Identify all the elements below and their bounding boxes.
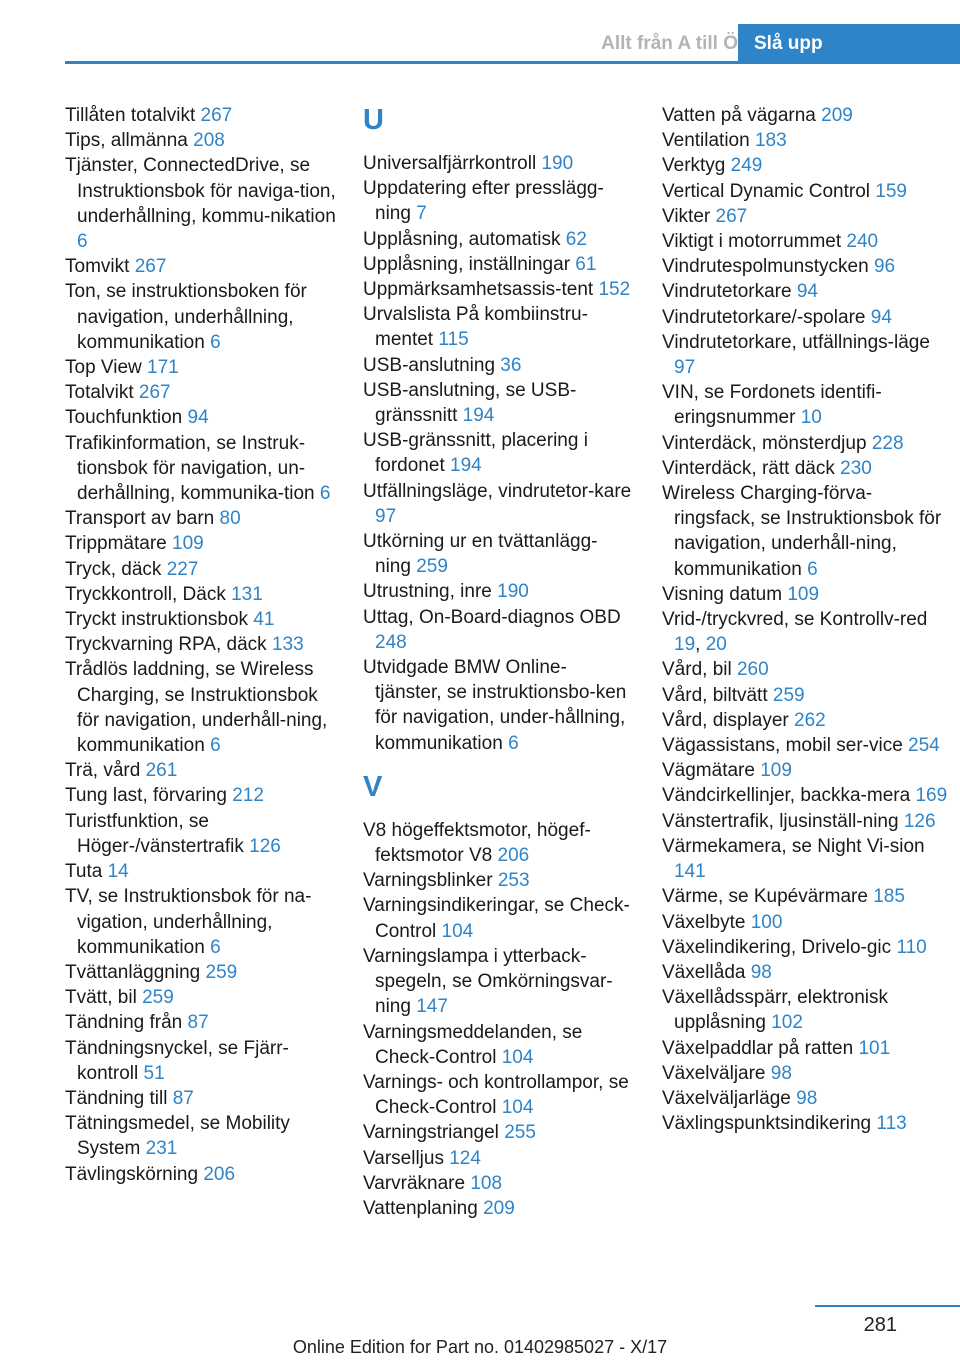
index-entry-text: Viktigt i motorrummet [662, 231, 847, 253]
index-entry-text: Totalvikt [65, 382, 139, 404]
index-entry [65, 153, 340, 254]
index-entry [363, 252, 633, 277]
index-entry-text: Vård, bil [662, 659, 737, 681]
index-entry-text: Vindrutetorkare, utfällnings‐läge [662, 331, 930, 353]
index-entry [363, 868, 633, 893]
index-entry [363, 1146, 633, 1171]
page-reference-link[interactable]: 51 [143, 1062, 165, 1084]
index-entry-text: Wireless Charging-förva‐ringsfack, se Instruktionsbok för navigation, underhåll‐ning, kommunikation [662, 483, 942, 580]
index-entry [662, 758, 952, 783]
index-entry-text: Tvättanläggning [65, 961, 206, 983]
index-entry [65, 1162, 340, 1187]
page-reference-link[interactable]: 104 [501, 1046, 534, 1068]
index-entry [65, 1111, 340, 1161]
page-reference-link[interactable]: 147 [416, 996, 448, 1018]
index-entry-text: Växelindikering, Drivelo‐gic [662, 936, 897, 958]
index-entry [363, 227, 633, 252]
index-entry [65, 859, 340, 884]
page-reference-link[interactable]: 206 [497, 845, 530, 867]
index-entry-text: Vindrutespolmunstycken [662, 256, 874, 278]
index-entry-text: Växlingspunktsindikering [662, 1113, 877, 1135]
index-entry-text: Tips, allmänna [65, 130, 194, 152]
index-entry-text: Trafikinformation, se Instruk‐tionsbok för navigation, un‐derhållning, kommunika‐tion [65, 432, 320, 505]
index-entry-text: Tändning till [65, 1087, 173, 1109]
index-entry [363, 428, 633, 478]
page-reference-link[interactable]: 104 [441, 920, 474, 942]
page-reference-link[interactable]: 209 [821, 105, 853, 126]
page-reference-link[interactable]: 19 [674, 634, 696, 656]
index-entry-text: Utkörning ur en tvättanlägg‐ning [363, 531, 598, 578]
index-entry [363, 529, 633, 579]
page-reference-link[interactable]: 255 [504, 1122, 536, 1144]
page-reference-link[interactable]: 131 [231, 583, 263, 605]
index-entry [662, 279, 952, 304]
page-reference-link[interactable]: 98 [750, 961, 772, 983]
page-reference-link[interactable]: 109 [760, 760, 792, 782]
index-entry-text: Växelpaddlar på ratten [662, 1037, 859, 1059]
page-reference-link[interactable]: 190 [541, 153, 574, 174]
index-entry-text: Vindrutetorkare/-spolare [662, 306, 871, 328]
index-entry [662, 733, 952, 758]
index-entry-text: Trippmätare [65, 533, 172, 555]
index-entry-text: Utrustning, inre [363, 581, 498, 603]
index-entry [363, 944, 633, 1020]
page-reference-link[interactable]: 133 [271, 634, 304, 656]
page-reference-link[interactable]: 62 [565, 228, 587, 250]
index-entry-text: Tävlingskörning [65, 1163, 204, 1185]
index-entry-text: Tändning från [65, 1012, 188, 1034]
index-entry-text: Tryckvarning RPA, däck [65, 634, 272, 656]
index-entry [662, 305, 952, 330]
index-entry [363, 277, 633, 302]
page-reference-link[interactable]: 254 [908, 735, 940, 757]
index-entry [662, 809, 952, 834]
index-entry [65, 506, 340, 531]
index-entry [65, 380, 340, 405]
index-entry-text: Tung last, förvaring [65, 785, 233, 807]
page-reference-link[interactable]: 98 [796, 1087, 818, 1109]
index-entry-text: Tändningsnyckel, se Fjärr‐kontroll [65, 1037, 289, 1084]
page-reference-link[interactable]: 110 [896, 936, 927, 958]
page-reference-link[interactable]: 209 [483, 1197, 515, 1219]
page-number: 281 [863, 1314, 897, 1336]
index-letter-heading: V [363, 770, 383, 803]
index-entry-text: Varnings- och kontrollampor, se Check-Control [363, 1071, 629, 1119]
index-entry [662, 179, 952, 204]
index-entry [363, 479, 633, 529]
index-letter-heading: U [363, 104, 384, 136]
index-entry-text: Vinterdäck, mönsterdjup [662, 432, 872, 454]
index-entry-text: Växelbyte [662, 911, 751, 933]
index-column-1 [65, 103, 340, 1187]
page-reference-link[interactable]: 267 [715, 205, 748, 227]
index-entry-text: Varningsmeddelanden, se Check-Control [363, 1021, 583, 1068]
index-entry-text: Tuta [65, 861, 108, 883]
index-entry [65, 607, 340, 632]
index-entry [65, 128, 340, 153]
index-entry-text: USB-gränssnitt, placering i fordonet [363, 430, 588, 477]
index-entry [662, 153, 952, 178]
index-entry-text: Universalfjärrkontroll [363, 153, 542, 174]
index-entry-text: Upplåsning, automatisk [363, 228, 566, 250]
index-entry-text: V8 högeffektsmotor, högef‐fektsmotor V8 [363, 819, 591, 867]
index-column-2 [363, 103, 633, 1221]
page-reference-link[interactable]: 101 [858, 1037, 891, 1059]
index-entry-text: Utvidgade BMW Online-tjänster, se instruktionsbo‐ken för navigation, under‐hållning, kommunikation [363, 657, 627, 754]
page-reference-link[interactable]: 194 [462, 405, 495, 427]
index-entry-text: Tillåten totalvikt [65, 105, 201, 126]
page-reference-link[interactable]: 109 [787, 583, 820, 605]
index-entry [65, 254, 340, 279]
index-entry [363, 818, 633, 868]
page-reference-link[interactable]: 98 [770, 1062, 792, 1084]
index-entry-text: Vänstertrafik, ljusinställ‐ning [662, 810, 904, 832]
index-entry [662, 128, 952, 153]
index-entry [662, 834, 952, 884]
index-entry [65, 103, 340, 128]
page-reference-link[interactable]: 248 [375, 631, 407, 653]
index-entry [662, 481, 952, 582]
index-entry [65, 985, 340, 1010]
page-reference-link[interactable]: 227 [166, 558, 199, 580]
index-entry-text: Vattenplaning [363, 1197, 484, 1219]
index-entry-text: Växellådsspärr, elektronisk upplåsning [662, 987, 888, 1034]
index-entry-text: Vatten på vägarna [662, 105, 822, 126]
index-entry [662, 683, 952, 708]
page-reference-link[interactable]: 141 [674, 861, 706, 883]
page-reference-link[interactable]: 206 [203, 1163, 236, 1185]
index-entry [662, 657, 952, 682]
page-reference-link[interactable]: 230 [840, 457, 872, 479]
index-entry [662, 960, 952, 985]
index-entry-text: Vinterdäck, rätt däck [662, 457, 841, 479]
page-reference-link[interactable]: 253 [497, 870, 530, 892]
index-entry [662, 1111, 952, 1136]
page-reference-link[interactable]: 194 [450, 455, 482, 477]
index-entry-text: Ton, se instruktionsboken för navigation, underhållning, kommunikation [65, 281, 307, 353]
index-entry [363, 1070, 633, 1120]
page-reference-link[interactable]: 20 [705, 634, 727, 656]
page-reference-link[interactable]: 212 [232, 785, 264, 807]
footer-rule [815, 1305, 960, 1307]
page-reference-link[interactable]: 260 [736, 659, 769, 681]
index-entry [65, 1010, 340, 1035]
index-entry [65, 783, 340, 808]
index-entry [65, 355, 340, 380]
page-reference-link[interactable]: 36 [500, 354, 522, 376]
index-entry [662, 783, 952, 808]
index-entry-text: Urvalslista På kombiinstru‐mentet [363, 304, 588, 351]
index-entry [662, 708, 952, 733]
index-entry-text: Uttag, On-Board-diagnos OBD [363, 606, 621, 628]
index-entry [65, 531, 340, 556]
index-entry [65, 758, 340, 783]
index-entry [363, 1020, 633, 1070]
index-entry [65, 405, 340, 430]
index-entry [662, 380, 952, 430]
index-entry [65, 279, 340, 355]
index-entry [363, 378, 633, 428]
page-reference-link[interactable]: 94 [796, 281, 818, 303]
page-reference-link[interactable]: 262 [794, 709, 826, 731]
index-entry [363, 353, 633, 378]
page-reference-link[interactable]: 10 [800, 407, 822, 429]
page-reference-link[interactable]: 259 [772, 684, 805, 706]
page-reference-link[interactable]: 228 [871, 432, 904, 454]
index-entry-text: Uppdatering efter presslägg‐ning [363, 178, 604, 225]
page-reference-link[interactable]: 100 [750, 911, 783, 933]
page-reference-link[interactable]: 259 [416, 556, 448, 578]
page-reference-link[interactable]: 6 [77, 231, 88, 253]
index-entry-text: Visning datum [662, 583, 788, 605]
page-reference-link[interactable]: 261 [145, 760, 178, 782]
index-entry-text: Vertical Dynamic Control [662, 180, 876, 202]
index-entry-text: Turistfunktion, se Höger-/vänstertrafik [65, 810, 250, 857]
page-header [0, 24, 960, 62]
page-reference-link[interactable]: 115 [438, 329, 469, 351]
page-reference-link[interactable]: 61 [575, 253, 597, 275]
index-entry [363, 893, 633, 943]
page-reference-link[interactable]: 6 [319, 483, 331, 505]
index-entry-text: Värmekamera, se Night Vi‐sion [662, 835, 925, 857]
index-entry [65, 960, 340, 985]
index-entry [65, 557, 340, 582]
index-entry-text: Vägassistans, mobil ser‐vice [662, 735, 909, 757]
page-reference-link[interactable]: 249 [730, 155, 763, 177]
page-reference-link[interactable]: 267 [200, 105, 233, 126]
index-entry-text: Varningstriangel [363, 1122, 505, 1144]
page-reference-link[interactable]: 6 [210, 331, 221, 353]
index-entry-text: Växelväljarläge [662, 1087, 797, 1109]
index-entry-text: Transport av barn [65, 508, 220, 530]
index-entry-text: Touchfunktion [65, 407, 188, 429]
index-entry-text: Värme, se Kupévärmare [662, 886, 874, 908]
index-entry-text: USB-anslutning, se USB-gränssnitt [363, 379, 577, 427]
page-reference-link[interactable]: 190 [497, 581, 529, 603]
page-reference-link[interactable]: 97 [375, 505, 397, 527]
page-reference-link[interactable]: 124 [449, 1147, 481, 1169]
index-entry [65, 431, 340, 507]
index-entry [363, 151, 633, 176]
page-reference-link[interactable]: 87 [172, 1087, 194, 1109]
index-entry-text: Vindrutetorkare [662, 281, 797, 303]
index-entry [363, 1120, 633, 1145]
index-entry [363, 579, 633, 604]
index-entry [662, 456, 952, 481]
page-reference-link[interactable]: 104 [501, 1097, 534, 1119]
index-entry [662, 607, 952, 657]
index-entry [662, 910, 952, 935]
index-entry-text: Varvräknare [363, 1172, 471, 1194]
index-entry [662, 229, 952, 254]
page-reference-link[interactable]: 231 [145, 1138, 178, 1160]
index-entry [662, 884, 952, 909]
index-entry-text: Trä, vård [65, 760, 146, 782]
page-reference-link[interactable]: 96 [873, 256, 896, 278]
index-entry [662, 254, 952, 279]
page-reference-link[interactable]: 109 [172, 533, 204, 555]
index-entry [662, 935, 952, 960]
index-entry-text: Tjänster, ConnectedDrive, se Instruktionsbok för naviga‐tion, underhållning, kommu‐nikation [65, 155, 336, 227]
index-entry [65, 809, 340, 859]
page-reference-link[interactable]: 185 [873, 886, 905, 908]
page-reference-link[interactable]: 6 [508, 732, 519, 754]
page-reference-link[interactable]: 267 [138, 382, 171, 404]
page-reference-link[interactable]: 208 [193, 130, 225, 152]
edition-footer: Online Edition for Part no. 01402985027 - X/17 [292, 1337, 668, 1357]
index-entry-text: Uppmärksamhetsassis‐tent [363, 279, 599, 301]
index-entry-text: USB-anslutning [363, 354, 501, 376]
index-entry-text: Tryckt instruktionsbok [65, 609, 254, 631]
index-entry-text: Ventilation [662, 130, 755, 152]
index-entry [363, 302, 633, 352]
index-entry [65, 657, 340, 758]
index-entry [662, 103, 952, 128]
index-entry-text: Tryckkontroll, Däck [65, 583, 232, 605]
page-reference-link[interactable]: 80 [219, 508, 241, 530]
index-entry-text: Vägmätare [662, 760, 761, 782]
tab-look-up[interactable]: Slå upp [738, 24, 960, 64]
index-entry-text: Vård, biltvätt [662, 684, 773, 706]
index-entry [363, 176, 633, 226]
index-entry [662, 1061, 952, 1086]
index-entry-text: Tvätt, bil [65, 987, 143, 1009]
index-entry [65, 1086, 340, 1111]
page-reference-link[interactable]: 102 [771, 1012, 803, 1034]
index-entry-text: Varningsblinker [363, 870, 498, 892]
page-reference-link[interactable]: 6 [210, 735, 221, 757]
index-columns [0, 103, 960, 1283]
page-reference-link[interactable]: 259 [142, 987, 174, 1009]
index-entry-text: Tomvikt [65, 256, 135, 278]
index-entry [662, 1086, 952, 1111]
index-entry [363, 655, 633, 756]
index-entry [363, 605, 633, 655]
index-entry [65, 1036, 340, 1086]
index-entry [662, 985, 952, 1035]
page-separator: , [695, 634, 706, 656]
index-entry-text: Vård, displayer [662, 709, 795, 731]
index-entry [662, 1036, 952, 1061]
index-entry-text: Vändcirkellinjer, backka‐mera [662, 785, 916, 807]
index-entry [65, 884, 340, 960]
page-reference-link[interactable]: 267 [134, 256, 167, 278]
index-entry-text: Trådlös laddning, se Wireless Charging, se Instruktionsbok för navigation, underhåll‐ning, kommunikation [65, 659, 328, 757]
page-reference-link[interactable]: 41 [253, 609, 275, 631]
index-entry [662, 582, 952, 607]
index-entry-text: Utfällningsläge, vindrutetor‐kare [363, 480, 632, 502]
page-reference-link[interactable]: 171 [147, 357, 179, 379]
page-reference-link[interactable]: 240 [846, 231, 879, 253]
index-entry-text: VIN, se Fordonets identifi‐eringsnummer [662, 382, 882, 429]
index-entry [363, 1196, 633, 1221]
index-entry-text: TV, se Instruktionsbok för na‐vigation, underhållning, kommunikation [65, 886, 312, 958]
index-entry-text: Top View [65, 357, 148, 379]
index-column-3 [662, 103, 952, 1136]
index-entry-text: Upplåsning, inställningar [363, 253, 576, 275]
page-reference-link[interactable]: 152 [598, 279, 631, 301]
page-reference-link[interactable]: 108 [470, 1172, 503, 1194]
page-reference-link[interactable]: 169 [915, 785, 948, 807]
page-reference-link[interactable]: 87 [187, 1012, 209, 1034]
page-reference-link[interactable]: 14 [107, 861, 129, 883]
index-entry-text: Vrid-/tryckvred, se Kontrollv‐red [662, 609, 928, 631]
page-reference-link[interactable]: 259 [205, 961, 238, 983]
index-entry-text: Varningslampa i ytterback‐spegeln, se Omkörningsvar‐ning [363, 945, 613, 1018]
page-reference-link[interactable]: 94 [187, 407, 209, 429]
page-reference-link[interactable]: 183 [754, 130, 787, 152]
index-entry [65, 632, 340, 657]
index-entry-text: Vikter [662, 205, 716, 227]
index-entry [65, 582, 340, 607]
page-reference-link[interactable]: 159 [875, 180, 907, 202]
page-reference-link[interactable]: 6 [210, 936, 221, 958]
index-entry-text: Tätningsmedel, se Mobility System [65, 1113, 290, 1160]
page-reference-link[interactable]: 97 [674, 357, 696, 379]
index-entry [662, 431, 952, 456]
index-entry-text: Växellåda [662, 961, 751, 983]
index-entry [662, 330, 952, 380]
tab-a-to-z[interactable]: Allt från A till Ö [601, 33, 738, 54]
page-reference-link[interactable]: 94 [870, 306, 892, 328]
page-reference-link[interactable]: 7 [416, 203, 427, 225]
index-entry-text: Tryck, däck [65, 558, 167, 580]
page-reference-link[interactable]: 6 [807, 558, 818, 580]
index-entry-text: Verktyg [662, 155, 731, 177]
index-entry-text: Växelväljare [662, 1062, 771, 1084]
page-reference-link[interactable]: 113 [876, 1113, 907, 1135]
page-reference-link[interactable]: 126 [903, 810, 936, 832]
index-entry-text: Varningsindikeringar, se Check-Control [363, 895, 630, 942]
page-reference-link[interactable]: 126 [249, 835, 281, 857]
index-entry-text: Varselljus [363, 1147, 450, 1169]
index-entry [363, 1171, 633, 1196]
index-entry [662, 204, 952, 229]
